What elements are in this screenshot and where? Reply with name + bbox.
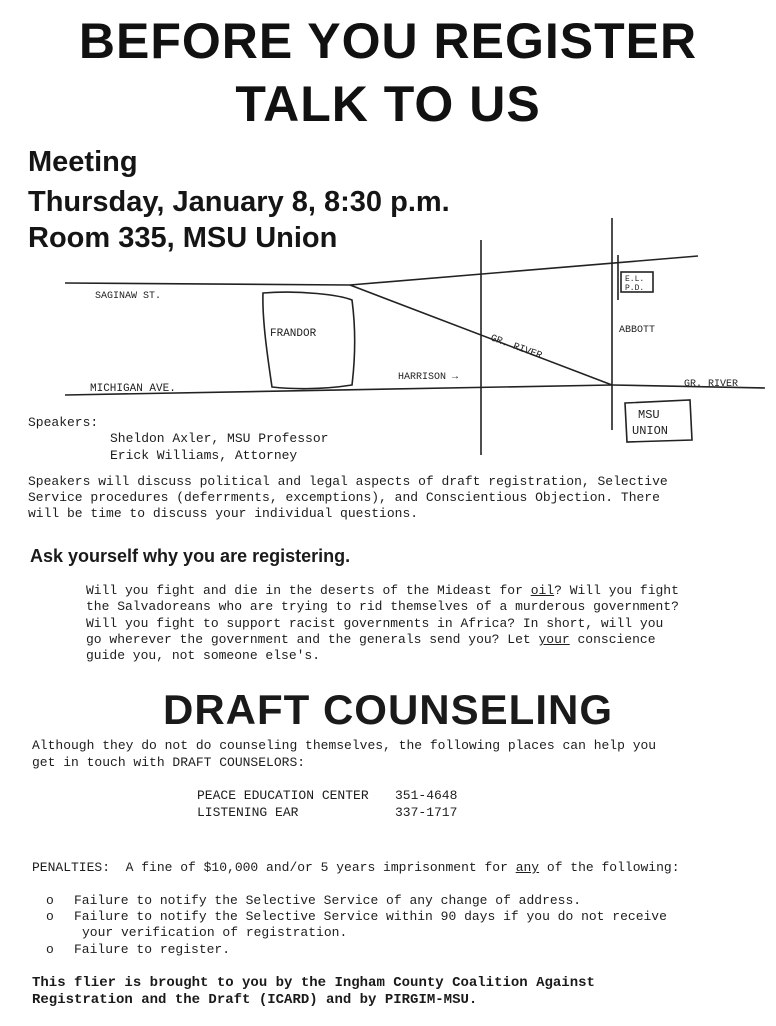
map-label-abbott: ABBOTT [619,325,656,336]
map-label-gr-river-diagonal: GR. RIVER [488,333,544,363]
map-label-frandor: FRANDOR [270,328,317,340]
counseling-intro-1: Although they do not do counseling themselves, the following places can help you [32,738,657,753]
headline-line-2: TALK TO US [235,76,541,132]
peace-center-name: PEACE EDUCATION CENTER [197,788,369,803]
ask-line-5: guide you, not someone else's. [86,648,321,663]
speaker-2: Erick Williams, Attorney [110,448,298,463]
bullet-icon: o [46,909,54,924]
ask-line-3: Will you fight to support racist governments in Africa? In short, will you [86,616,664,631]
ask-line-1: Will you fight and die in the deserts of the Mideast for oil? Will you fight [86,583,679,598]
speakers-desc-3: will be time to discuss your individual questions. [28,506,419,521]
bullet-icon: o [46,893,54,908]
ask-line-4: go wherever the government and the generals send you? Let your conscience [86,632,656,647]
ask-title: Ask yourself why you are registering. [30,546,351,566]
penalties-lead: PENALTIES: A fine of $10,000 and/or 5 years imprisonment for any of the following: [32,860,680,875]
counseling-intro-2: get in touch with DRAFT COUNSELORS: [32,755,306,770]
meeting-date: Thursday, January 8, 8:30 p.m. [28,186,450,218]
frandor-outline [263,292,355,389]
map-label-el: E.L. [625,275,645,284]
speakers-label: Speakers: [28,415,99,430]
map-label-msu: MSU [638,408,660,422]
map-label-michigan: MICHIGAN AVE. [90,383,176,395]
speakers-desc-1: Speakers will discuss political and legal aspects of draft registration, Selective [28,474,668,489]
upper-road-line [350,256,698,285]
headline-line-1: BEFORE YOU REGISTER [78,13,698,69]
listening-ear-name: LISTENING EAR [197,805,299,820]
meeting-label: Meeting [28,146,138,178]
footer-line-2: Registration and the Draft (ICARD) and by PIRGIM-MSU. [32,992,478,1008]
meeting-room: Room 335, MSU Union [28,222,338,254]
saginaw-street-line [65,283,350,285]
speakers-desc-2: Service procedures (deferrments, excemptions), and Conscientious Objection. There [28,490,660,505]
penalty-item-2-cont: your verification of registration. [82,925,348,940]
map-label-saginaw: SAGINAW ST. [95,291,162,302]
map-label-union: UNION [632,424,669,438]
peace-center-phone: 351-4648 [395,788,458,803]
map-label-harrison: HARRISON → [398,372,459,383]
bullet-icon: o [46,942,54,957]
penalty-item-3: Failure to register. [74,942,231,957]
listening-ear-phone: 337-1717 [395,805,458,820]
penalty-item-2: Failure to notify the Selective Service within 90 days if you do not receive [74,909,667,924]
map-label-gr-river-east: GR. RIVER [684,379,739,390]
map-label-pd: P.D. [625,284,645,293]
footer-line-1: This flier is brought to you by the Ingham County Coalition Against [32,975,595,991]
location-map [0,0,776,460]
penalty-item-1: Failure to notify the Selective Service of any change of address. [74,893,582,908]
ask-line-2: the Salvadoreans who are trying to rid themselves of a murderous government? [86,599,679,614]
draft-counseling-title: DRAFT COUNSELING [163,686,613,733]
speaker-1: Sheldon Axler, MSU Professor [110,431,329,446]
